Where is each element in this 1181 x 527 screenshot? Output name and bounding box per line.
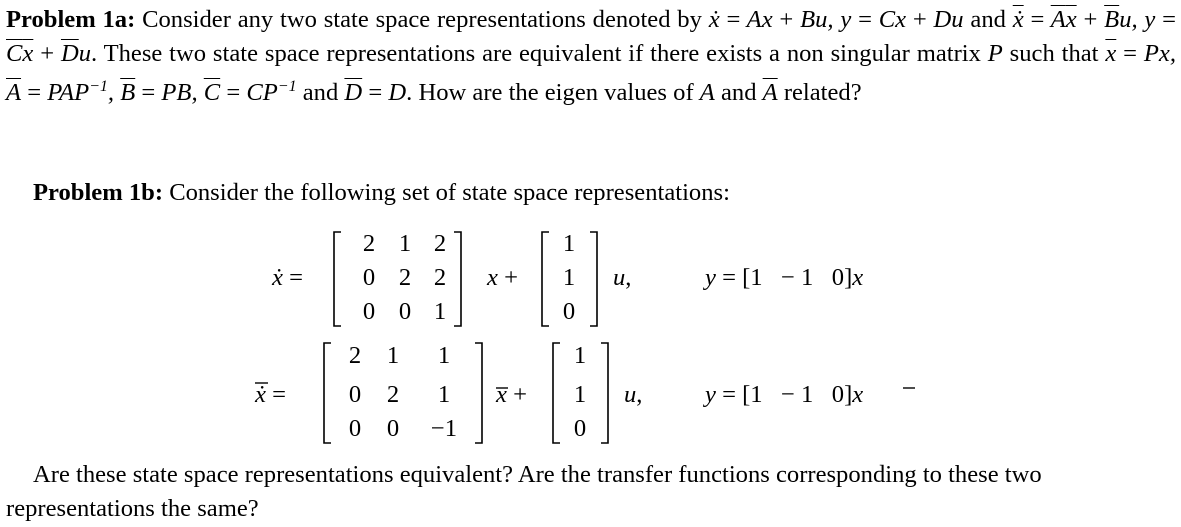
system2-u: u, [624, 381, 643, 408]
system2-A-entry-r2c2: 2 [386, 381, 400, 408]
problem-1a-label: Problem 1a: [6, 6, 136, 33]
problem-1a-eq2: $\overline{ẋ} = \overline{A}\overline{x} + \overline{B}u$, $y = \overline{C}\overline{x} + \overline{D}u$. [6, 6, 1177, 67]
system1-B-vector [563, 230, 575, 325]
problem-1a-conditions: $\overline{x} = Px$, $\overline{A} = PAP^{-1}$, $\overline{B}$ = PB, $\overline{C} = CP^{-1}$ and $\overline{D} = D$. [6, 39, 1176, 107]
system2-A-matrix [349, 342, 457, 442]
state-space-equations [0, 218, 1181, 450]
system1-B-right-bracket [590, 232, 597, 326]
system2-A-entry-r3c3: −1 [430, 415, 458, 442]
system2-A-entry-r1c2: 1 [386, 342, 400, 369]
system2-A-right-bracket [475, 343, 482, 443]
system1-A-entry-r1c2: 1 [398, 230, 412, 257]
system1-A-entry-r2c2: 2 [398, 264, 412, 291]
system1-B-entry-2: 1 [562, 264, 576, 291]
system1-A-entry-r3c1: 0 [362, 298, 376, 325]
system1-B-left-bracket [542, 232, 549, 326]
system2-A-entry-r3c2: 0 [386, 415, 400, 442]
system2-A-entry-r2c1: 0 [348, 381, 362, 408]
system2-B-entry-1: 1 [573, 342, 587, 369]
system2-A-left-bracket [324, 343, 331, 443]
problem-1b-paragraph [33, 176, 1133, 210]
problem-1a-paragraph [6, 3, 1176, 110]
closing-question [6, 458, 1176, 525]
system2-lhs: ẋ = [255, 381, 286, 408]
closing-question-line2: representations the same? [6, 494, 259, 522]
system1-A-entry-r2c1: 0 [362, 264, 376, 291]
system2-B-entry-3: 0 [573, 415, 587, 442]
problem-1a-question: How are the eigen values of A and $\overline{A}$ related? [418, 79, 862, 107]
closing-question-line1: Are these state space representations equivalent? Are the transfer functions corresponding to these two [33, 461, 1042, 488]
system2-output: y = [1 − 1 0]x [705, 381, 864, 408]
problem-1a-intro: Consider any two state space representations denoted by [142, 6, 702, 33]
system-1 [271, 230, 863, 326]
system1-A-entry-r2c3: 2 [433, 264, 447, 291]
system2-B-vector [574, 342, 586, 442]
system1-A-entry-r1c3: 2 [433, 230, 447, 257]
problem-1b-intro: Consider the following set of state space representations: [169, 179, 730, 206]
system1-A-right-bracket [454, 232, 461, 326]
system-2 [254, 342, 915, 443]
system2-B-right-bracket [601, 343, 608, 443]
system2-x-plus: x + [496, 381, 527, 408]
system2-A-entry-r2c3: 1 [437, 381, 451, 408]
system1-A-entry-r1c1: 2 [362, 230, 376, 257]
system1-A-entry-r3c2: 0 [398, 298, 412, 325]
system1-B-entry-1: 1 [562, 230, 576, 257]
problem-1b-label: Problem 1b: [33, 179, 164, 206]
system2-A-entry-r3c1: 0 [348, 415, 362, 442]
system1-output: y = [1 − 1 0]x [705, 264, 864, 291]
problem-1a-and: and [970, 6, 1006, 33]
problem-1a-eq1: ẋ = Ax + Bu, y = Cx + Du [708, 6, 964, 33]
system1-A-left-bracket [334, 232, 341, 326]
system2-B-entry-2: 1 [573, 381, 587, 408]
system1-u: u, [613, 264, 632, 291]
system2-A-entry-r1c1: 2 [348, 342, 362, 369]
system2-A-entry-r1c3: 1 [437, 342, 451, 369]
problem-1a-sentence2: These two state space representations are equivalent if there exists a non singular matrix P such that [103, 39, 1099, 67]
system1-B-entry-3: 0 [562, 298, 576, 325]
system1-lhs: ẋ = [272, 264, 303, 291]
system1-A-matrix [363, 230, 446, 325]
system1-A-entry-r3c3: 1 [433, 298, 447, 325]
system1-x-plus: x + [487, 264, 518, 291]
system2-B-left-bracket [553, 343, 560, 443]
